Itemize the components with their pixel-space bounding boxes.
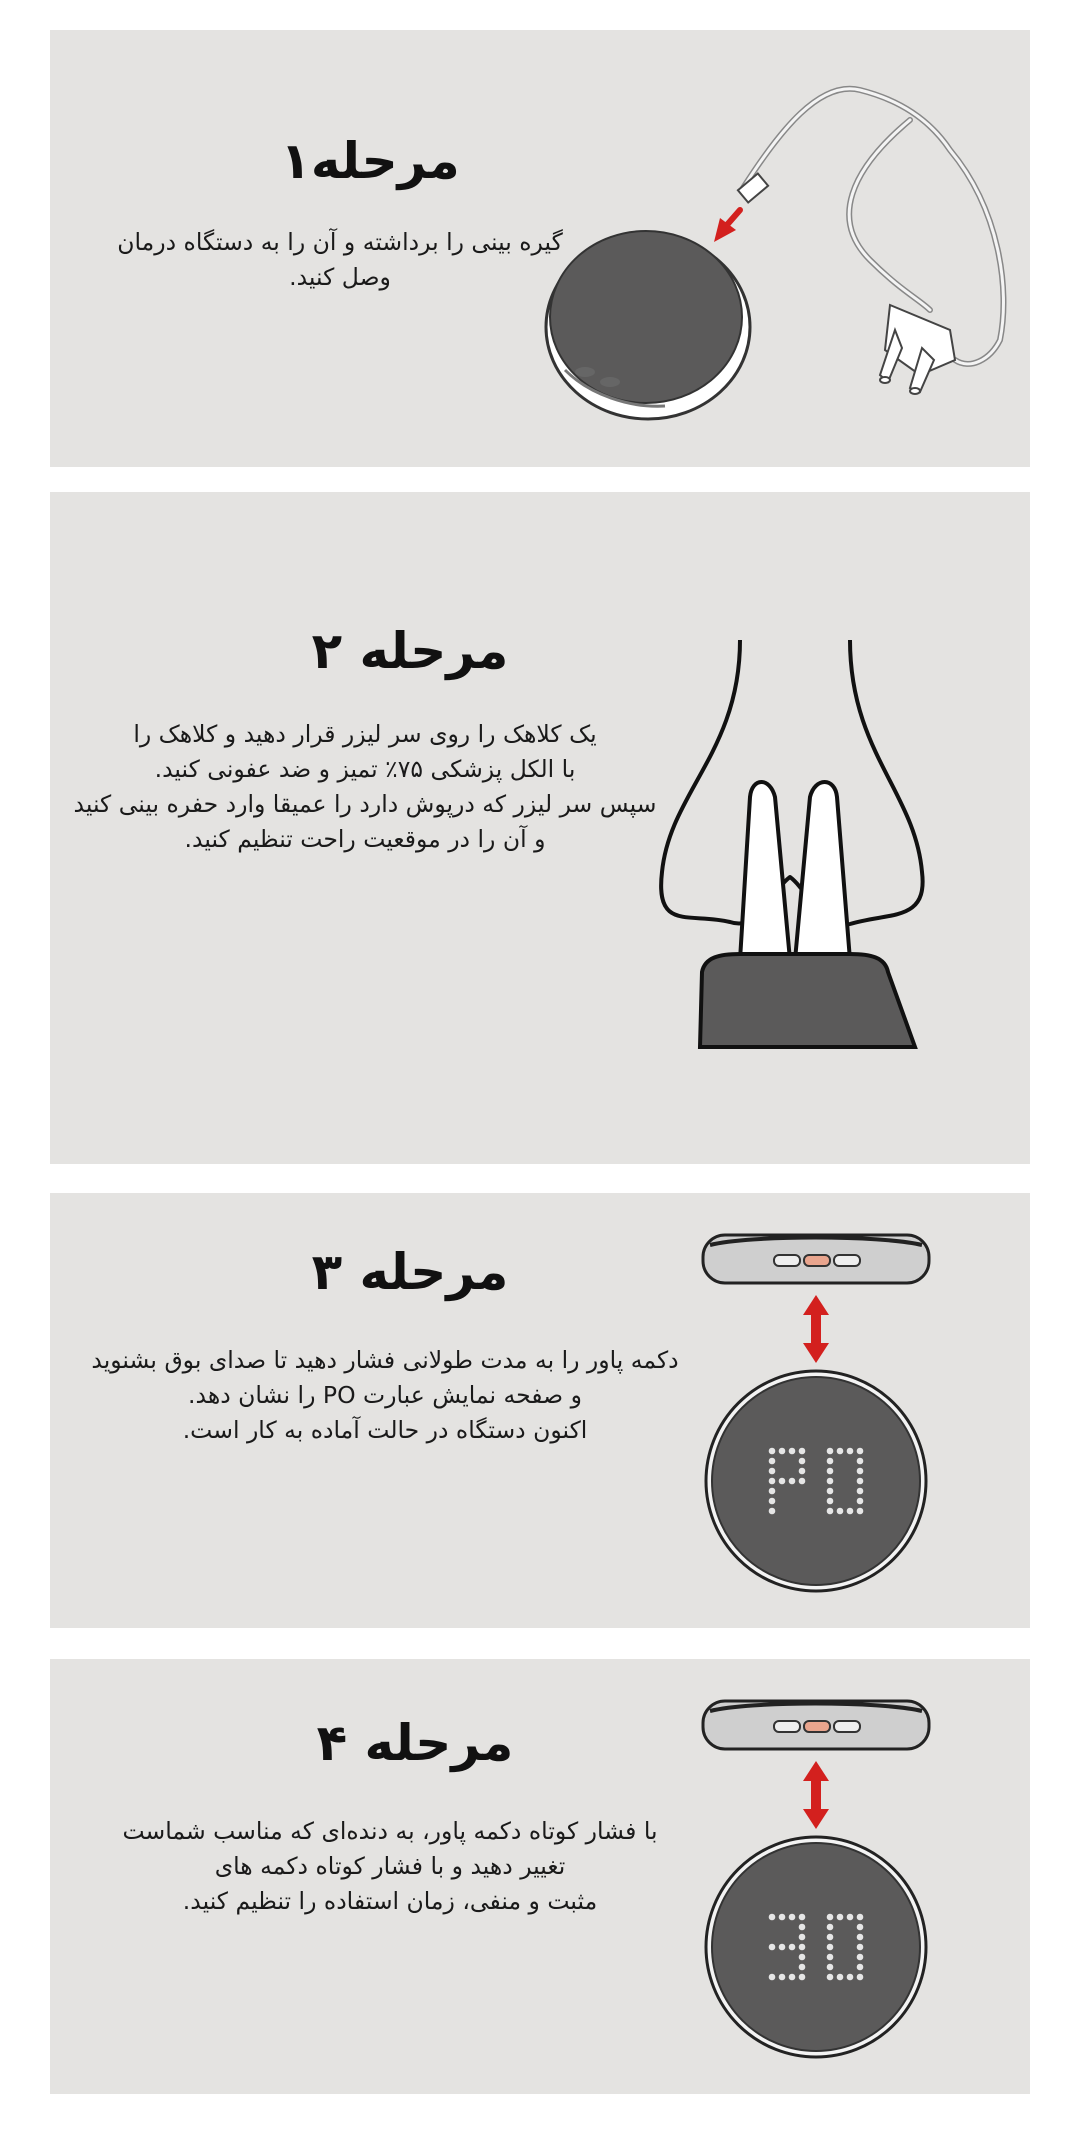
minus-button [774, 1255, 800, 1266]
led-dot [789, 1944, 796, 1951]
step-2-line-3: سپس سر لیزر که درپوش دارد را عمیقا وارد حفره بینی کنید [73, 790, 657, 818]
led-dot [857, 1914, 864, 1921]
led-dot [857, 1934, 864, 1941]
led-dot [769, 1508, 776, 1515]
led-dot [827, 1944, 834, 1951]
led-dot [857, 1468, 864, 1475]
step-3-panel [50, 1193, 1030, 1628]
led-dot [837, 1914, 844, 1921]
therapy-device-icon [546, 231, 750, 419]
led-dot [857, 1478, 864, 1485]
led-dot [799, 1478, 806, 1485]
led-dot [799, 1974, 806, 1981]
led-dot [827, 1924, 834, 1931]
step-2-line-1: یک کلاهک را روی سر لیزر قرار دهید و کلاهک را [133, 720, 597, 748]
led-dot [857, 1508, 864, 1515]
step-2-line-2: با الکل پزشکی ۷۵٪ تمیز و ضد عفونی کنید. [154, 755, 576, 783]
led-dot [857, 1964, 864, 1971]
led-dot [837, 1508, 844, 1515]
led-dot [857, 1488, 864, 1495]
led-dot [779, 1448, 786, 1455]
led-dot [827, 1914, 834, 1921]
led-dot [847, 1448, 854, 1455]
step-3-line-3: اکنون دستگاه در حالت آماده به کار است. [182, 1416, 588, 1444]
led-dot [789, 1914, 796, 1921]
device-front-display [706, 1837, 926, 2057]
step-4-title: مرحله ۴ [316, 1714, 514, 1772]
led-dot [769, 1478, 776, 1485]
step-2-line-4: و آن را در موقعیت راحت تنظیم کنید. [184, 825, 546, 853]
laser-base [700, 954, 915, 1047]
power-on-device-illustration [50, 1193, 1030, 1628]
led-dot [799, 1914, 806, 1921]
led-dot [779, 1974, 786, 1981]
led-dot [769, 1914, 776, 1921]
step-3-title: مرحله ۳ [311, 1243, 509, 1301]
device-side-view [703, 1701, 929, 1749]
step-1-panel [50, 30, 1030, 467]
led-dot [827, 1468, 834, 1475]
led-dot [857, 1944, 864, 1951]
led-dot [779, 1478, 786, 1485]
led-dot [799, 1934, 806, 1941]
led-dot [827, 1934, 834, 1941]
led-dot [857, 1924, 864, 1931]
step-4-panel [50, 1659, 1030, 2094]
device-front-display [706, 1371, 926, 1591]
led-dot [799, 1448, 806, 1455]
cable-plug [738, 174, 768, 203]
led-dot [769, 1944, 776, 1951]
led-dot [799, 1468, 806, 1475]
step-1-line-1: گیره بینی را برداشته و آن را به دستگاه درمان [117, 228, 563, 256]
device-with-nose-clip-illustration [50, 30, 1030, 467]
led-dot [827, 1458, 834, 1465]
step-3-line-1: دکمه پاور را به مدت طولانی فشار دهید تا صدای بوق بشنوید [91, 1346, 679, 1374]
led-dot [769, 1488, 776, 1495]
step-4-line-1: با فشار کوتاه دکمه پاور، به دنده‌ای که مناسب شماست [122, 1817, 658, 1845]
led-dot [769, 1974, 776, 1981]
nose-clip-icon [880, 305, 955, 394]
led-dot [827, 1448, 834, 1455]
connect-arrow [726, 210, 740, 226]
led-dot [799, 1458, 806, 1465]
led-dot [837, 1974, 844, 1981]
step-4-line-2: تغییر دهید و با فشار کوتاه دکمه های [214, 1852, 566, 1880]
step-4-line-3: مثبت و منفی، زمان استفاده را تنظیم کنید. [182, 1887, 598, 1915]
led-dot [857, 1974, 864, 1981]
led-dot [789, 1478, 796, 1485]
led-dot [799, 1944, 806, 1951]
led-dot [857, 1458, 864, 1465]
nose-outline [661, 640, 923, 925]
led-dot [857, 1448, 864, 1455]
step-2-panel [50, 492, 1030, 1164]
step-1-line-2: وصل کنید. [289, 263, 391, 291]
led-dot [799, 1924, 806, 1931]
led-dot [847, 1974, 854, 1981]
step-1-title: مرحله۱ [280, 132, 460, 190]
led-dot [769, 1448, 776, 1455]
led-dot [857, 1954, 864, 1961]
led-dot [837, 1448, 844, 1455]
plus-button [834, 1255, 860, 1266]
led-dot [789, 1448, 796, 1455]
led-dot [769, 1458, 776, 1465]
press-arrow-icon [803, 1761, 829, 1829]
power-button [804, 1721, 830, 1732]
power-button [804, 1255, 830, 1266]
led-dot [827, 1478, 834, 1485]
step-2-title: مرحله ۲ [311, 622, 509, 680]
led-dot [799, 1954, 806, 1961]
led-dot [769, 1468, 776, 1475]
led-dot [857, 1498, 864, 1505]
cable [743, 89, 1003, 364]
minus-button [774, 1721, 800, 1732]
step-3-line-2: و صفحه نمایش عبارت PO را نشان دهد. [188, 1381, 582, 1409]
plus-button [834, 1721, 860, 1732]
led-dot [779, 1944, 786, 1951]
press-arrow-icon [803, 1295, 829, 1363]
led-dot [799, 1964, 806, 1971]
led-dot [827, 1508, 834, 1515]
led-dot [847, 1914, 854, 1921]
laser-heads-icon [740, 782, 850, 960]
device-side-view [703, 1235, 929, 1283]
led-dot [779, 1914, 786, 1921]
led-dot [827, 1974, 834, 1981]
led-dot [769, 1498, 776, 1505]
timer-setting-device-illustration [50, 1659, 1030, 2094]
led-dot [827, 1488, 834, 1495]
nose-insertion-illustration [50, 492, 1030, 1164]
led-dot [827, 1954, 834, 1961]
led-dot [847, 1508, 854, 1515]
led-dot [827, 1498, 834, 1505]
led-dot [789, 1974, 796, 1981]
led-dot [827, 1964, 834, 1971]
